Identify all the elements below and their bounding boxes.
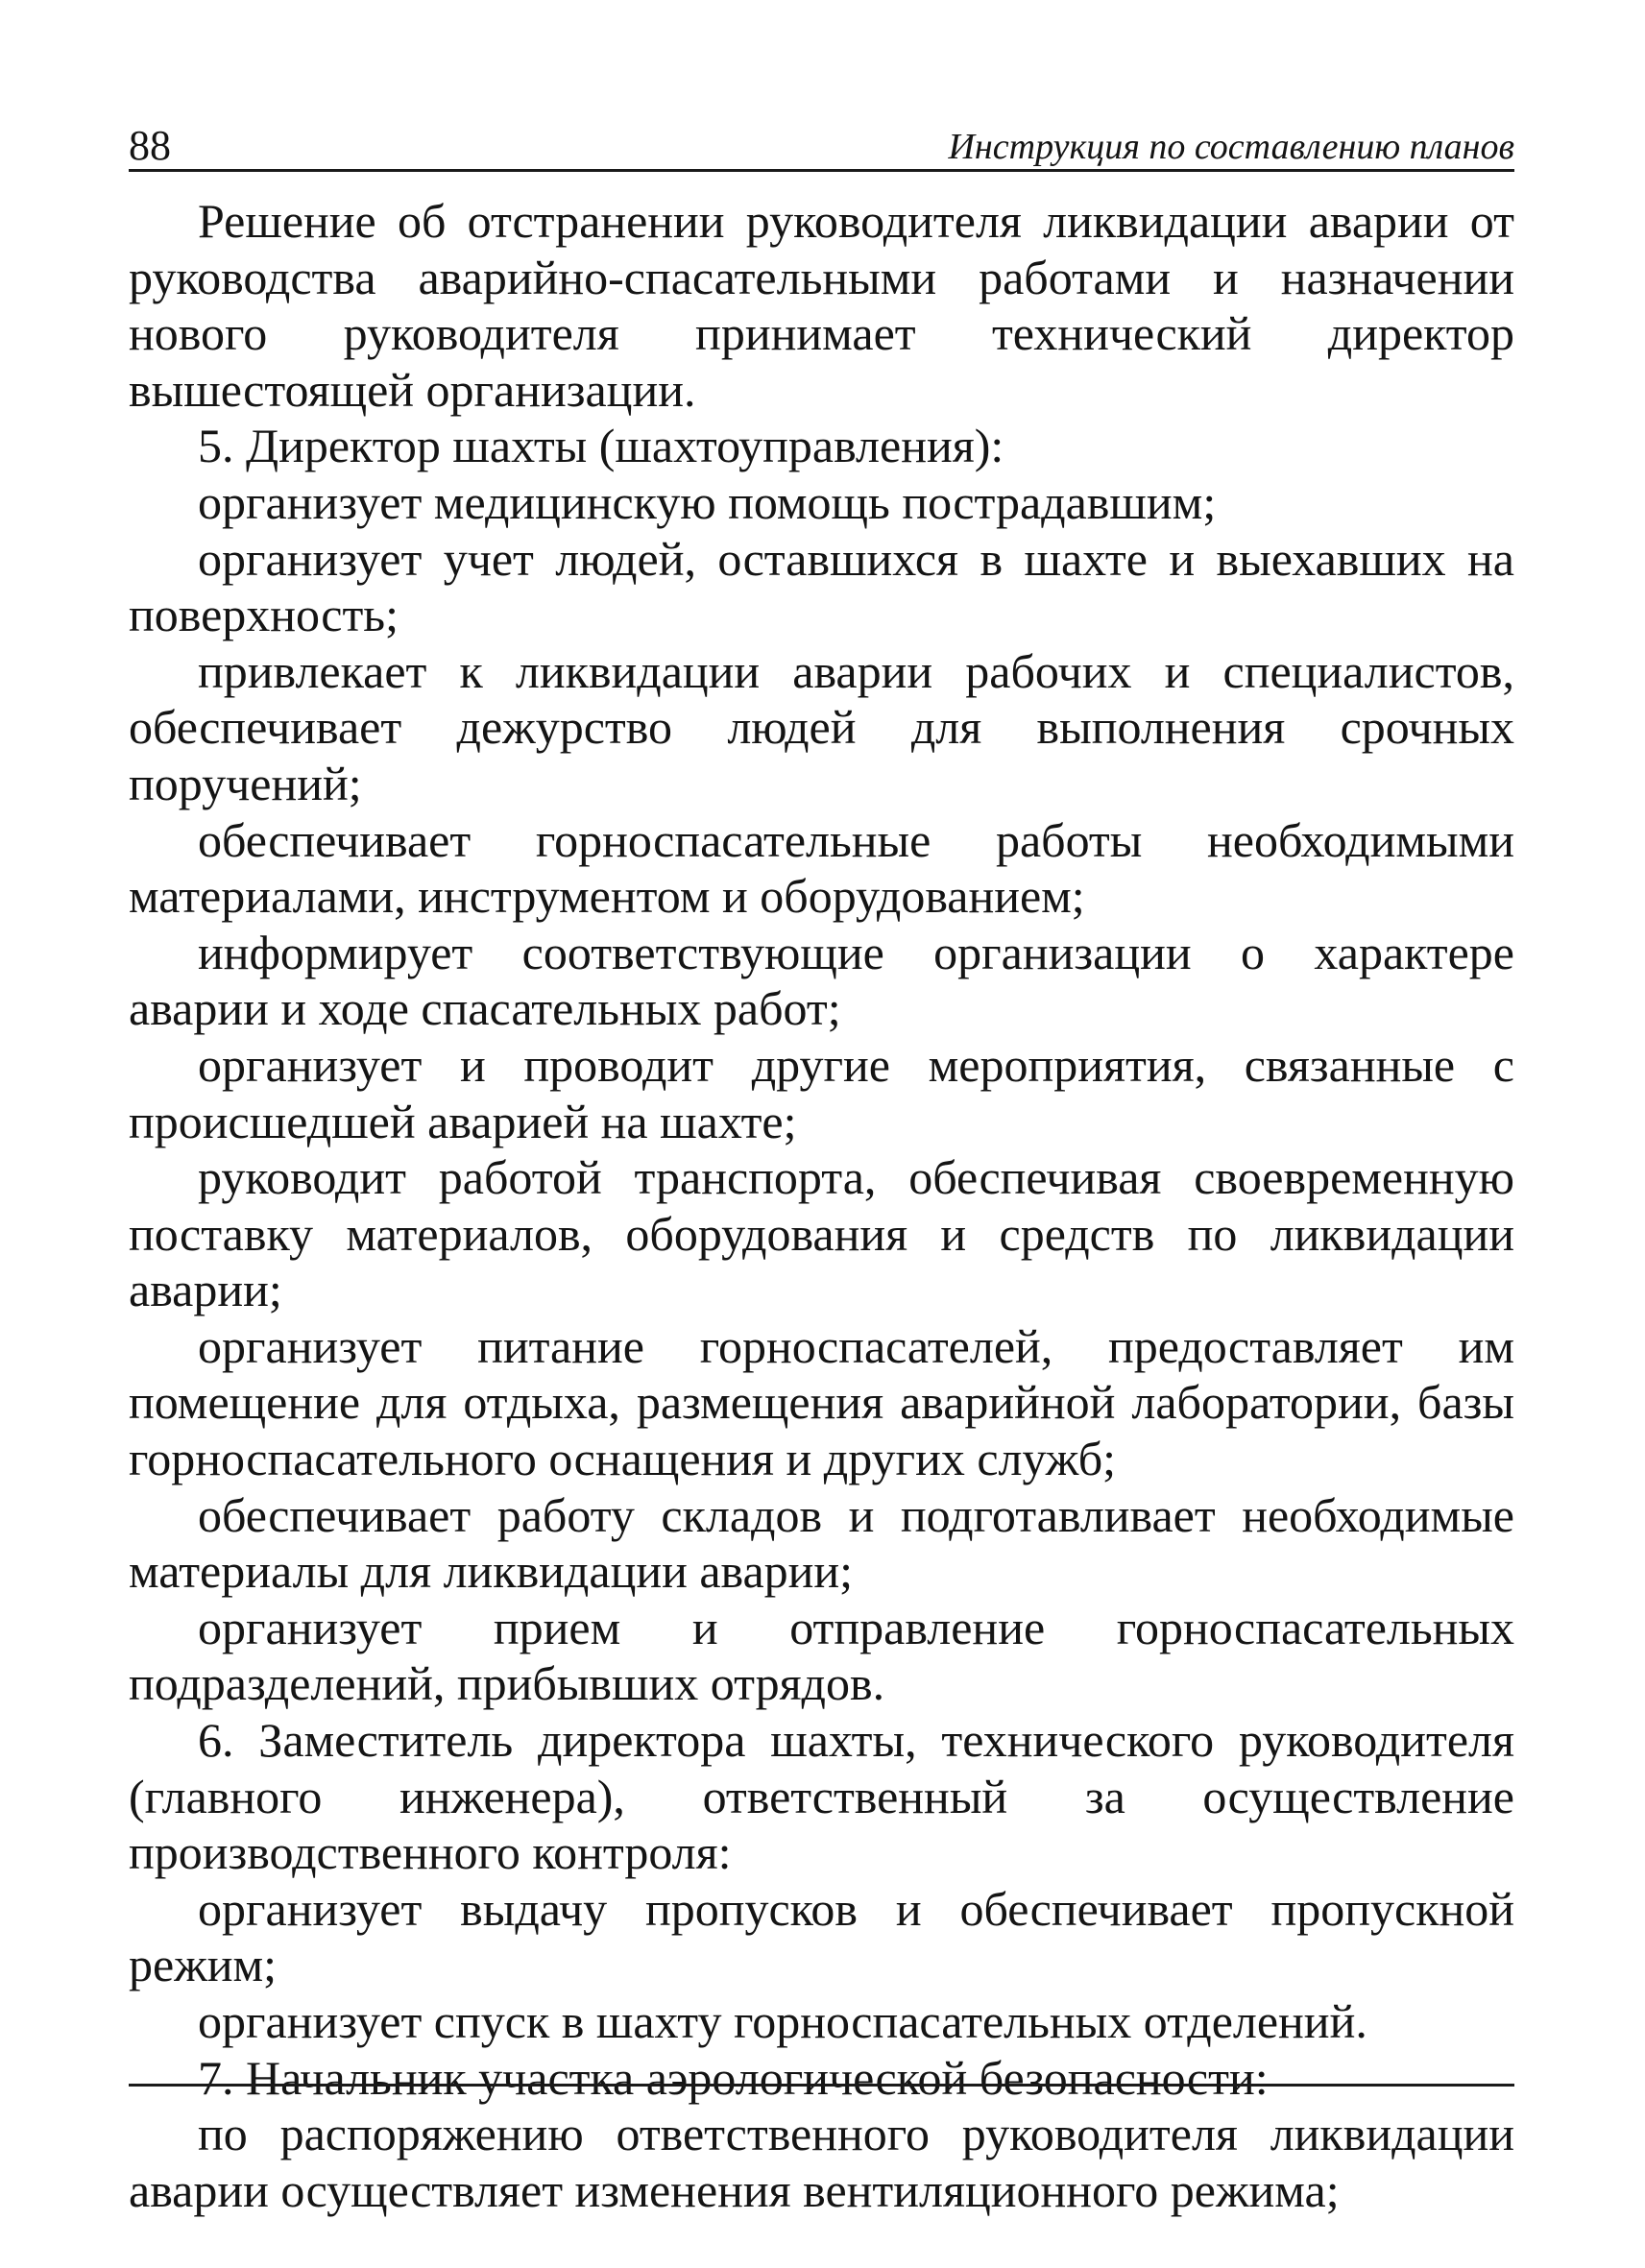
paragraph-item-5-workers: привлекает к ликвидации аварии рабочих и специалистов, обеспечивает дежурство людей для выполнения срочных поручений; (129, 643, 1514, 810)
footer-rule (129, 2084, 1514, 2087)
paragraph-item-6-heading: 6. Заместитель директора шахты, технического руководителя (главного инженера), ответственный за осуществление производственного контроля: (129, 1713, 1514, 1880)
paragraph-decision: Решение об отстранении руководителя ликвидации аварии от руководства аварийно-спасательными работами и назначении нового руководителя принимает технический директор вышестоящей организации. (129, 194, 1514, 417)
page-number: 88 (129, 122, 171, 169)
running-title: Инструкция по составлению планов (948, 127, 1514, 167)
body-text (129, 193, 1514, 2218)
paragraph-item-5-headcount: организует учет людей, оставшихся в шахте и выехавших на поверхность; (129, 531, 1514, 642)
book-page (129, 113, 1514, 2218)
paragraph-item-5-inform: информирует соответствующие организации о характере аварии и ходе спасательных работ; (129, 925, 1514, 1036)
paragraph-item-5-food: организует питание горноспасателей, предоставляет им помещение для отдыха, размещения аварийной лаборатории, базы горноспасательного оснащения и других служб; (129, 1318, 1514, 1486)
paragraph-item-7-heading: 7. Начальник участка аэрологической безопасности: (198, 2050, 1269, 2105)
running-header (129, 113, 1514, 172)
paragraph-item-5-materials: обеспечивает горноспасательные работы необходимыми материалами, инструментом и оборудованием; (129, 812, 1514, 924)
paragraph-item-5-warehouses: обеспечивает работу складов и подготавливает необходимые материалы для ликвидации аварии; (129, 1487, 1514, 1599)
paragraph-item-5-measures: организует и проводит другие мероприятия, связанные с происшедшей аварией на шахте; (129, 1037, 1514, 1148)
paragraph-item-5-heading: 5. Директор шахты (шахтоуправления): (198, 419, 1004, 473)
paragraph-item-5-reception: организует прием и отправление горноспасательных подразделений, прибывших отрядов. (129, 1600, 1514, 1711)
paragraph-item-7-ventilation: по распоряжению ответственного руководителя ликвидации аварии осуществляет изменения вентиляционного режима; (129, 2107, 1514, 2217)
paragraph-item-5-medical: организует медицинскую помощь пострадавшим; (198, 474, 1217, 529)
paragraph-item-5-transport: руководит работой транспорта, обеспечивая своевременную поставку материалов, оборудования и средств по ликвидации аварии; (129, 1150, 1514, 1317)
paragraph-item-6-passes: организует выдачу пропусков и обеспечивает пропускной режим; (129, 1881, 1514, 1992)
paragraph-item-6-descent: организует спуск в шахту горноспасательных отделений. (198, 1994, 1367, 2048)
